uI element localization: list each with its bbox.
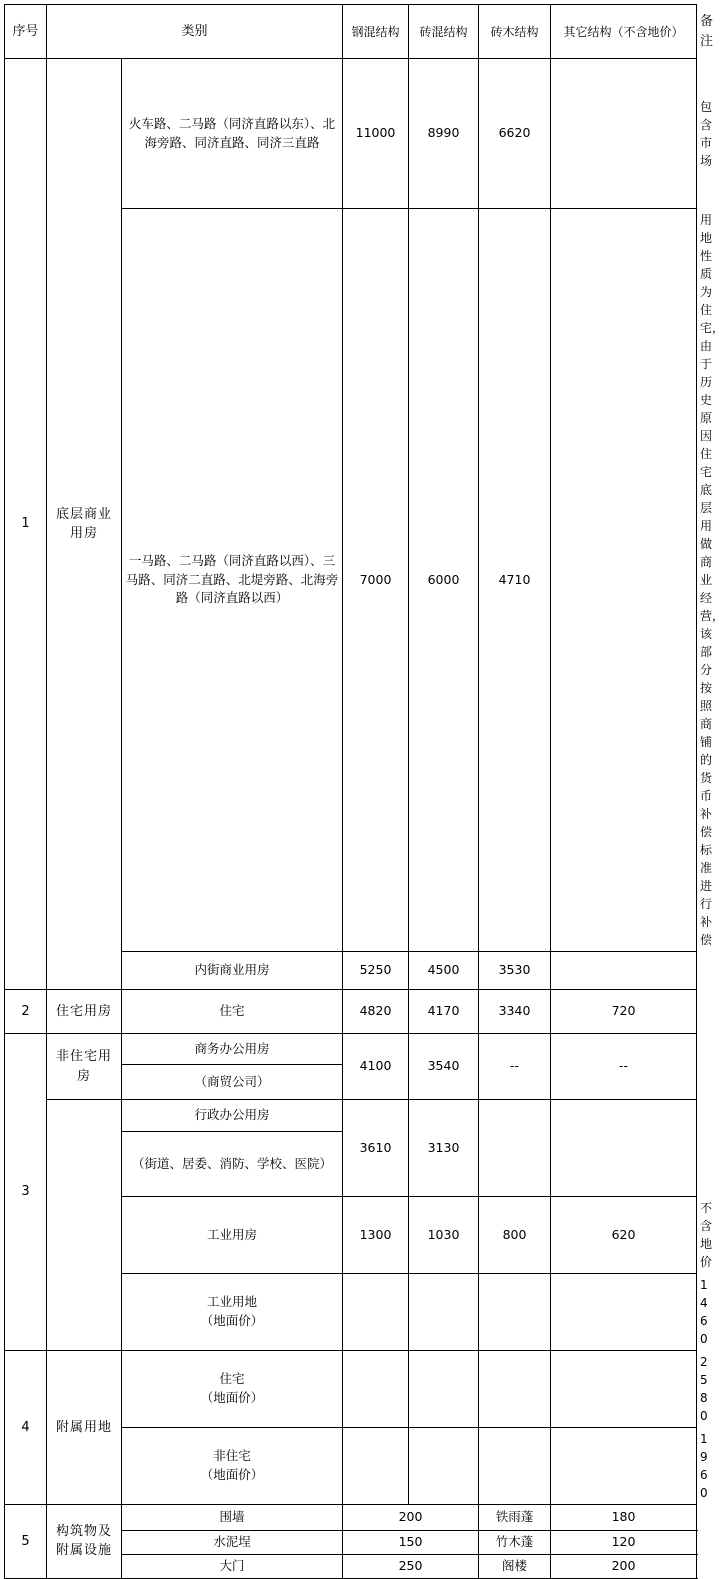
- cell-brick-wood: [479, 1100, 551, 1197]
- structure-left-value: 150: [343, 1531, 479, 1555]
- cell-concrete: 5250: [343, 952, 409, 990]
- cell-concrete: 4820: [343, 990, 409, 1034]
- cell-concrete: [343, 1428, 409, 1505]
- row-item-name-residential-land: [122, 1351, 343, 1428]
- cell-other: [551, 209, 697, 952]
- row-seq-3: 3: [5, 1034, 47, 1351]
- header-category: 类别: [47, 5, 343, 59]
- compensation-standards-table: [4, 4, 724, 1579]
- cell-brick-wood: 3530: [479, 952, 551, 990]
- row-item-name: 工业用房: [122, 1197, 343, 1274]
- cell-brick-concrete: 3130: [409, 1100, 479, 1197]
- row-item-name: 商务办公用房: [122, 1034, 343, 1065]
- row-group-1: 底层商业用房: [47, 59, 122, 990]
- cell-brick-concrete: 1030: [409, 1197, 479, 1274]
- cell-concrete: [343, 1351, 409, 1428]
- structure-left-name: 水泥埕: [122, 1531, 343, 1555]
- cell-other: [551, 1351, 697, 1428]
- row-group-2: 住宅用房: [47, 990, 122, 1034]
- table-row: 一马路、二马路（同济直路以西）、三马路、同济二直路、北堤旁路、北海旁路（同济直路以西） 7000 6000 4710 用地性质为住宅，由于历史原因住宅底层用做商业经营，该部分按照商铺的货币补偿标准进行补偿: [5, 209, 697, 952]
- row-seq-1: 1: [5, 59, 47, 990]
- structure-right-name: 铁雨蓬: [479, 1505, 551, 1531]
- cell-brick-concrete: 6000: [409, 209, 479, 952]
- cell-concrete: 1300: [343, 1197, 409, 1274]
- structure-right-name: 竹木蓬: [479, 1531, 551, 1555]
- cell-brick-wood: 4710: [479, 209, 551, 952]
- cell-concrete: 3610: [343, 1100, 409, 1197]
- cell-concrete: 11000: [343, 59, 409, 209]
- table-row: [5, 1505, 697, 1531]
- structure-right-value: 200: [551, 1555, 697, 1579]
- cell-brick-wood: 800: [479, 1197, 551, 1274]
- header-seq: 序号: [5, 5, 47, 59]
- cell-brick-wood: 6620: [479, 59, 551, 209]
- header-other: 其它结构（不含地价）: [551, 5, 697, 59]
- table-row: 工业用地 （地面价） 1460: [5, 1274, 697, 1351]
- cell-brick-concrete: 8990: [409, 59, 479, 209]
- table-row: [5, 1100, 697, 1132]
- row-group-4: 附属用地: [47, 1351, 122, 1505]
- cell-concrete: [343, 1274, 409, 1351]
- header-concrete: 钢混结构: [343, 5, 409, 59]
- cell-other: [551, 1274, 697, 1351]
- cell-concrete: 7000: [343, 209, 409, 952]
- document-page: [0, 4, 724, 1573]
- cell-brick-concrete: 4170: [409, 990, 479, 1034]
- cell-brick-concrete: 4500: [409, 952, 479, 990]
- cell-other: 620: [551, 1197, 697, 1274]
- table-row: 非住宅 （地面价） 1960: [5, 1428, 697, 1505]
- table-row: [5, 1034, 697, 1065]
- header-brick-wood: 砖木结构: [479, 5, 551, 59]
- row-group-3: 非住宅用房: [47, 1034, 122, 1100]
- row-item-name: 住宅: [219, 1371, 245, 1387]
- cell-other: [551, 1428, 697, 1505]
- row-item-name-nonresidential-land: [122, 1428, 343, 1505]
- row-seq-2: 2: [5, 990, 47, 1034]
- structure-right-value: 180: [551, 1505, 697, 1531]
- cell-brick-wood: [479, 1428, 551, 1505]
- row-item-name: 行政办公用房: [122, 1100, 343, 1132]
- table-header-row: 序号 类别 钢混结构 砖混结构 砖木结构 其它结构（不含地价） 备注: [5, 5, 697, 59]
- row-item-name: 非住宅: [213, 1448, 251, 1464]
- row-item-name: 火车路、二马路（同济直路以东）、北海旁路、同济直路、同济三直路: [122, 59, 343, 209]
- cell-other: [551, 59, 697, 209]
- table-row: [5, 990, 697, 1034]
- row-item-name-industrial-land: [122, 1274, 343, 1351]
- cell-other: [551, 1100, 697, 1197]
- cell-brick-wood: --: [479, 1034, 551, 1100]
- row-item-name: 内街商业用房: [122, 952, 343, 990]
- structure-left-value: 250: [343, 1555, 479, 1579]
- row-item-name: 一马路、二马路（同济直路以西）、三马路、同济二直路、北堤旁路、北海旁路（同济直路以西）: [122, 209, 343, 952]
- row-item-name-second-line: （商贸公司）: [122, 1065, 343, 1100]
- cell-brick-concrete: [409, 1351, 479, 1428]
- cell-brick-wood: 3340: [479, 990, 551, 1034]
- table-row: 工业用房 1300 1030 800 620 不含 地价: [5, 1197, 697, 1274]
- row-item-name: 住宅: [122, 990, 343, 1034]
- row-group-5: 构筑物及附属设施: [47, 1505, 122, 1579]
- cell-other: --: [551, 1034, 697, 1100]
- cell-brick-concrete: [409, 1274, 479, 1351]
- structure-left-name: 围墙: [122, 1505, 343, 1531]
- cell-concrete: 4100: [343, 1034, 409, 1100]
- structure-left-value: 200: [343, 1505, 479, 1531]
- row-group-3-continued: [47, 1100, 122, 1351]
- cell-other: [551, 952, 697, 990]
- row-seq-5: 5: [5, 1505, 47, 1579]
- row-seq-4: 4: [5, 1351, 47, 1505]
- row-item-name-second-line: （地面价）: [200, 1313, 264, 1328]
- cell-brick-concrete: [409, 1428, 479, 1505]
- cell-brick-wood: [479, 1274, 551, 1351]
- structure-left-name: 大门: [122, 1555, 343, 1579]
- table-row: 1 底层商业用房 火车路、二马路（同济直路以东）、北海旁路、同济直路、同济三直路 11000 8990 6620 包含 市场: [5, 59, 697, 209]
- row-item-name-second-line: （街道、居委、消防、学校、医院）: [122, 1132, 343, 1197]
- cell-brick-concrete: 3540: [409, 1034, 479, 1100]
- cell-other: 720: [551, 990, 697, 1034]
- structure-right-value: 120: [551, 1531, 697, 1555]
- row-item-name-second-line: （地面价）: [200, 1467, 264, 1482]
- row-item-name-second-line: （地面价）: [200, 1390, 264, 1405]
- row-item-name: 工业用地: [207, 1294, 258, 1310]
- cell-brick-wood: [479, 1351, 551, 1428]
- header-brick-concrete: 砖混结构: [409, 5, 479, 59]
- structure-right-name: 阁楼: [479, 1555, 551, 1579]
- table-row: 4 附属用地 住宅 （地面价） 2580: [5, 1351, 697, 1428]
